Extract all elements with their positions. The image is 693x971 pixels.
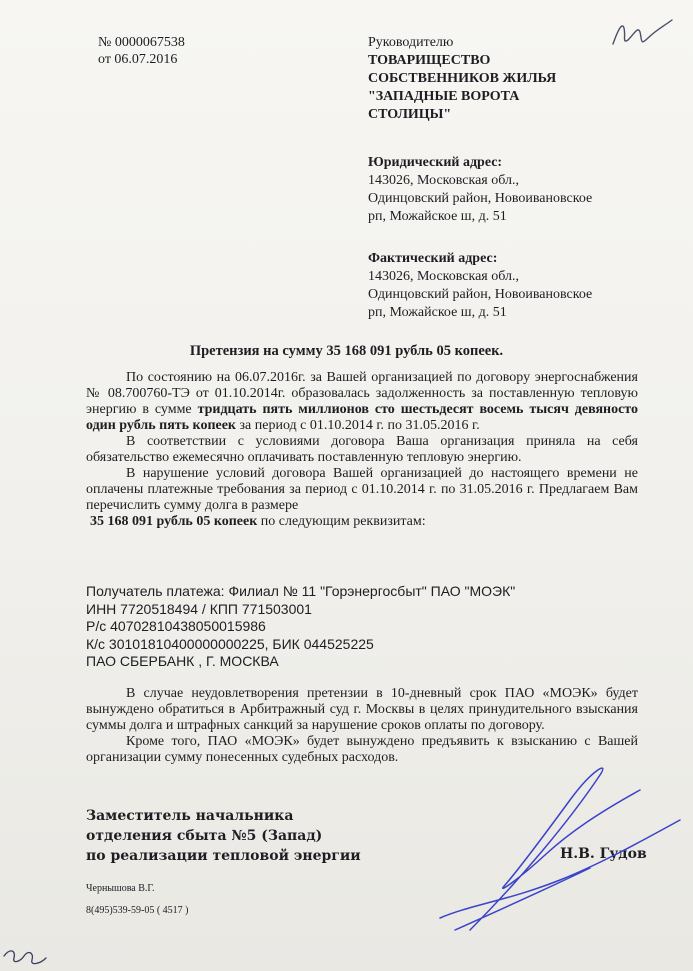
requisite-line: ИНН 7720518494 / КПП 771503001 [86,600,312,617]
debt-period: за период с 01.10.2014 г. по 31.05.2016 г. [236,418,480,433]
addressee-line: "ЗАПАДНЫЕ ВОРОТА [368,89,520,104]
signer-position-line: отделения сбыта №5 (Запад) [86,828,323,844]
requisite-line: К/с 30101810400000000225, БИК 044525225 [86,635,374,652]
debt-amount-figures: 35 168 091 рубль 05 копеек [90,514,258,529]
legal-address-label: Юридический адрес: [368,155,503,170]
signer-position-line: по реализации тепловой энергии [86,848,361,864]
requisite-line: Р/с 40702810438050015986 [86,618,266,634]
letter-number: № 0000067538 [98,35,185,50]
signature-mark[interactable] [440,768,680,930]
closing-paragraph-court: В случае неудовлетворения претензии в 10-дневный срок ПАО «МОЭК» будет вынуждено обратиться в Арбитражный суд г. Москвы в целях принудительного взыскания суммы долга и штрафных санкций за нарушение сроков оплаты по договору. [86,686,638,733]
address-line: 143026, Московская обл., [368,173,519,188]
amount-suffix: по следующим реквизитам: [257,514,426,529]
addressee-line: Руководителю [368,35,454,50]
addressee-line: СОБСТВЕННИКОВ ЖИЛЬЯ [368,71,557,86]
corner-initials-mark [613,20,672,44]
signer-position-line: Заместитель начальника [86,808,294,824]
executor-phone: 8(495)539-59-05 ( 4517 ) [86,905,189,916]
body-paragraph-obligation: В соответствии с условиями договора Ваша организация приняла на себя обязательство ежемесячно оплачивать поставленную тепловую энергию. [86,434,638,465]
requisite-line: Получатель платежа: Филиал № 11 "Горэнергосбыт" ПАО "МОЭК" [86,583,516,599]
body-paragraph-violation: В нарушение условий договора Вашей организацией до настоящего времени не оплачены платежные требования за период с 01.10.2014 г. по 31.05.2016 г. Предлагаем Вам перечислить сумму долга в размере [86,466,638,513]
debt-amount-words: тридцать пять миллионов сто шестьдесят восемь тысяч девяносто один рубль пять копеек [86,402,638,433]
address-line: рп, Можайское ш, д. 51 [368,209,507,224]
address-line: Одинцовский район, Новоивановское [368,287,593,302]
addressee-line: СТОЛИЦЫ" [368,107,452,122]
address-line: 143026, Московская обл., [368,269,519,284]
signer-name: Н.В. Гудов [560,846,647,862]
actual-address-label: Фактический адрес: [368,251,498,266]
margin-note-mark [4,951,46,964]
claim-title: Претензия на сумму 35 168 091 рубль 05 копеек. [189,343,504,359]
closing-paragraph-expenses: Кроме того, ПАО «МОЭК» будет вынуждено предъявить к взысканию с Вашей организации сумму понесенных судебных расходов. [86,734,638,765]
address-line: рп, Можайское ш, д. 51 [368,305,507,320]
letter-date: от 06.07.2016 [98,52,178,67]
executor-name: Чернышова В.Г. [86,883,155,894]
requisite-line: ПАО СБЕРБАНК , Г. МОСКВА [86,653,279,669]
debt-text-start: По состоянию на 06.07.2016г. за Вашей организацией по договору энергоснабжения № 08.700760-ТЭ от 01.10.2014г. образовалась задолженность за поставленную тепловую энергию в сумме [86,370,638,417]
address-line: Одинцовский район, Новоивановское [368,191,593,206]
addressee-line: ТОВАРИЩЕСТВО [368,53,491,68]
